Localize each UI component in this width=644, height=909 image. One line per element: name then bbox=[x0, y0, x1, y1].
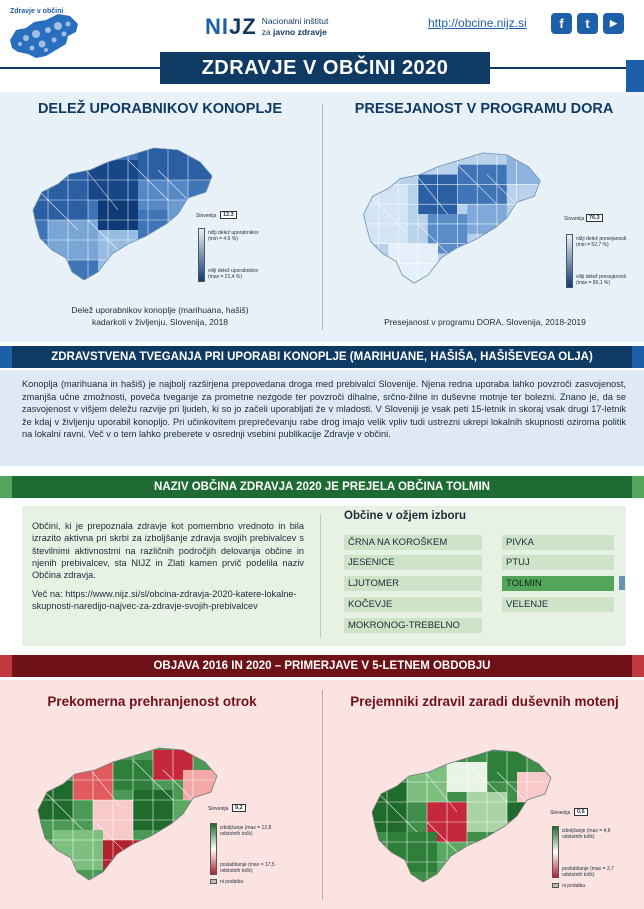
legend-high: višji delež uporabnikov (max = 21,4 %) bbox=[208, 268, 259, 280]
nijz-line2b: javno zdravje bbox=[273, 27, 327, 37]
section-bar-comparison: OBJAVA 2016 IN 2020 – PRIMERJAVE V 5-LETNEM OBDOBJU bbox=[0, 655, 644, 677]
legend-slovenija-value-mental: 0,6 bbox=[574, 808, 588, 816]
award-marker-icon bbox=[619, 576, 625, 590]
red-divider bbox=[322, 690, 323, 900]
legend-slovenija-label-overweight: Slovenija bbox=[208, 806, 229, 812]
map-child-overweight bbox=[28, 740, 228, 890]
caption-cannabis-1: Delež uporabnikov konoplje (marihuana, hašiš) bbox=[71, 305, 249, 315]
nijz-line2a: za bbox=[261, 27, 274, 37]
mini-map-label: Zdravje v občini bbox=[10, 8, 64, 15]
legend-slovenija-value: 12.3 bbox=[220, 211, 237, 219]
legend-slovenija-value-dora: 76,3 bbox=[586, 214, 603, 222]
map-cannabis-users bbox=[28, 140, 218, 290]
legend-gradient-mental bbox=[552, 826, 559, 878]
caption-dora: Presejanost v programu DORA, Slovenija, 2018-2019 bbox=[384, 317, 586, 327]
heading-cannabis-users: DELEŽ UPORABNIKOV KONOPLJE bbox=[37, 101, 283, 117]
heading-child-overweight: Prekomerna prehranjenost otrok bbox=[47, 694, 257, 709]
page-tab-marker bbox=[626, 60, 644, 96]
shortlist-title: Občine v ožjem izboru bbox=[344, 510, 467, 522]
facebook-icon[interactable]: f bbox=[551, 13, 572, 34]
section-bar-cannabis-risks: ZDRAVSTVENA TVEGANJA PRI UPORABI KONOPLJE (MARIHUANE, HAŠIŠA, HAŠIŠEVEGA OLJA) bbox=[0, 346, 644, 368]
legend-na-overweight: ni podatka bbox=[220, 879, 244, 885]
shortlist-item: LJUTOMER bbox=[344, 576, 482, 591]
bar-stub-right bbox=[632, 346, 644, 368]
legend-up-mental: izboljšanje (max = 4,6 odstotnih točk) bbox=[562, 828, 611, 840]
legend-slovenija-value-overweight: 9,2 bbox=[232, 804, 246, 812]
twitter-icon[interactable]: t bbox=[577, 13, 598, 34]
bar-stub-left bbox=[0, 346, 12, 368]
legend-down-mental: poslabšanje (max = 3,7 odstotnih točk) bbox=[562, 866, 614, 878]
shortlist-item-selected: TOLMIN bbox=[502, 576, 614, 591]
heading-dora-screening: PRESEJANOST V PROGRAMU DORA bbox=[354, 101, 614, 117]
legend-low: nižji delež uporabnikov (min = 4,6 %) bbox=[208, 230, 259, 242]
section-divider bbox=[322, 104, 323, 330]
legend-slovenija-label-mental: Slovenija bbox=[550, 810, 571, 816]
legend-gradient-dora bbox=[566, 234, 573, 288]
shortlist-item: VELENJE bbox=[502, 597, 614, 612]
nijz-line1: Nacionalni inštitut bbox=[261, 16, 329, 26]
map-dora-screening bbox=[355, 145, 550, 293]
green-divider bbox=[320, 514, 321, 638]
legend-up-overweight: izboljšanje (max = 12,8 odstotnih točk) bbox=[220, 825, 272, 837]
youtube-icon[interactable]: ▶ bbox=[603, 13, 624, 34]
shortlist-item: PTUJ bbox=[502, 555, 614, 570]
nijz-logo bbox=[205, 14, 328, 40]
shortlist-item: MOKRONOG-TREBELNO bbox=[344, 618, 482, 633]
legend-na-swatch-mental bbox=[552, 883, 559, 888]
legend-gradient-overweight bbox=[210, 823, 217, 875]
shortlist-item: JESENICE bbox=[344, 555, 482, 570]
slovenia-mini-map-logo bbox=[6, 6, 86, 66]
shortlist-item: PIVKA bbox=[502, 535, 614, 550]
section-bar-health-municipality: NAZIV OBČINA ZDRAVJA 2020 JE PREJELA OBČINA TOLMIN bbox=[0, 476, 644, 498]
legend-low-dora: nižji delež presejanosti (min = 52,7 %) bbox=[576, 236, 627, 248]
shortlist-item: ČRNA NA KOROŠKEM bbox=[344, 535, 482, 550]
page-title: ZDRAVJE V OBČINI 2020 bbox=[160, 52, 490, 84]
health-municipality-link[interactable]: Več na: https://www.nijz.si/sl/obcina-zdravja-2020-katere-lokalne-skupnosti-naredijo-najvec-za-zdravje-svojih-prebivalcev bbox=[32, 589, 297, 612]
map-mental-drugs bbox=[362, 742, 562, 892]
legend-na-swatch bbox=[210, 879, 217, 884]
legend-down-overweight: poslabšanje (max = 17,5 odstotnih točk) bbox=[220, 862, 275, 874]
legend-high-dora: višji delež presejanosti (max = 90,1 %) bbox=[576, 274, 627, 286]
legend-slovenija-label-dora: Slovenija bbox=[564, 216, 585, 222]
site-link[interactable]: http://obcine.nijz.si bbox=[428, 16, 527, 30]
bar-stub-right-green bbox=[632, 476, 644, 498]
bar-stub-left-green bbox=[0, 476, 12, 498]
health-municipality-text: Občini, ki je prepoznala zdravje kot pomembno vrednoto in bila izrazito aktivna pri skrbi za izboljšanje zdravja svojih prebivalcev s številnimi aktivnostmi na različnih področjih delovanja občine in njenih prebivalcev, sta NIJZ in Zlati kamen prvič podelila naziv Občina zdravja. bbox=[32, 521, 304, 581]
legend-slovenija-label: Slovenija bbox=[196, 213, 217, 219]
heading-mental-drugs: Prejemniki zdravil zaradi duševnih motenj bbox=[350, 694, 619, 709]
shortlist-item: KOČEVJE bbox=[344, 597, 482, 612]
bar-stub-left-red bbox=[0, 655, 12, 677]
nijz-logo-jz: JZ bbox=[229, 14, 257, 39]
legend-na-mental: ni podatka bbox=[562, 883, 586, 889]
bar-stub-right-red bbox=[632, 655, 644, 677]
nijz-logo-ni: NI bbox=[205, 14, 229, 39]
paragraph-cannabis-risks: Konoplja (marihuana in hašiš) je najbolj razširjena prepovedana droga med prebivalci Slovenije. Njena redna uporaba lahko povzroči zasvojenost, zmanjša učne zmožnosti, poveča tveganje za prometne nezgode ter povzroči dihalne, srčno-žilne in duševne motnje ter bolezni. Znano je, da se zasvojenost v višjem deležu razvije pri ljudeh, ki so jo začeli uporabljati že v mladosti. V Sloveniji je vsak peti 15-letnik in skoraj vsak drugi 17-letnik že kdaj v življenju uporabil konopljo. Pri učinkovitem preprečevanju rabe drog imajo velik vpliv tudi ustrezni ukrepi lokalnih skupnosti oziroma politik na lokalni ravni. Več v o tem lahko preberete v osrednji vsebini publikacije Zdravje v občini. bbox=[22, 379, 626, 440]
caption-cannabis-2: kadarkoli v življenju, Slovenija, 2018 bbox=[91, 317, 229, 327]
legend-gradient bbox=[198, 228, 205, 282]
